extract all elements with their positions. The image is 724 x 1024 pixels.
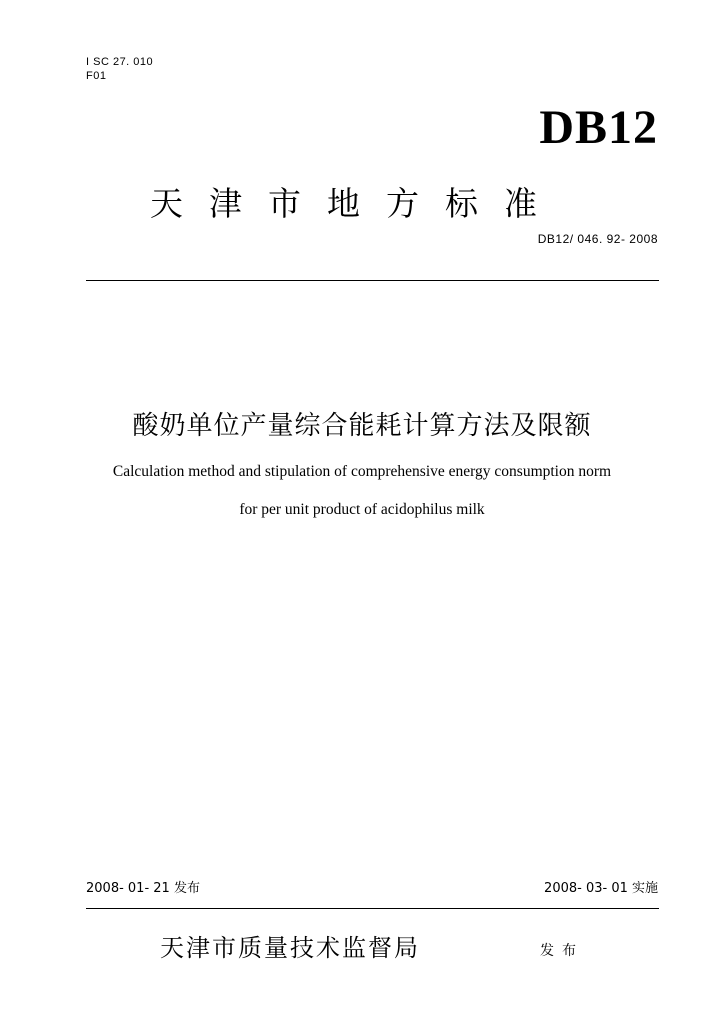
issue-label: 发布: [540, 943, 584, 959]
ics-code: I SC 27. 010: [86, 56, 154, 68]
db-code-logo: DB12: [539, 101, 658, 154]
document-title-english-line2: for per unit product of acidophilus milk: [239, 501, 485, 518]
document-title-english-line1: Calculation method and stipulation of comprehensive energy consumption norm: [112, 463, 612, 480]
standard-type-title: 天津市地方标准: [150, 184, 563, 223]
ccs-code: F01: [86, 70, 107, 82]
standard-number: DB12/ 046. 92- 2008: [537, 232, 658, 246]
issuing-authority: 天津市质量技术监督局: [160, 934, 420, 962]
implementation-date: 2008- 03- 01 实施: [544, 881, 658, 896]
document-title-chinese: 酸奶单位产量综合能耗计算方法及限额: [132, 411, 592, 441]
top-divider: [86, 280, 659, 281]
bottom-divider: [86, 908, 659, 909]
issue-date: 2008- 01- 21 发布: [86, 881, 200, 896]
